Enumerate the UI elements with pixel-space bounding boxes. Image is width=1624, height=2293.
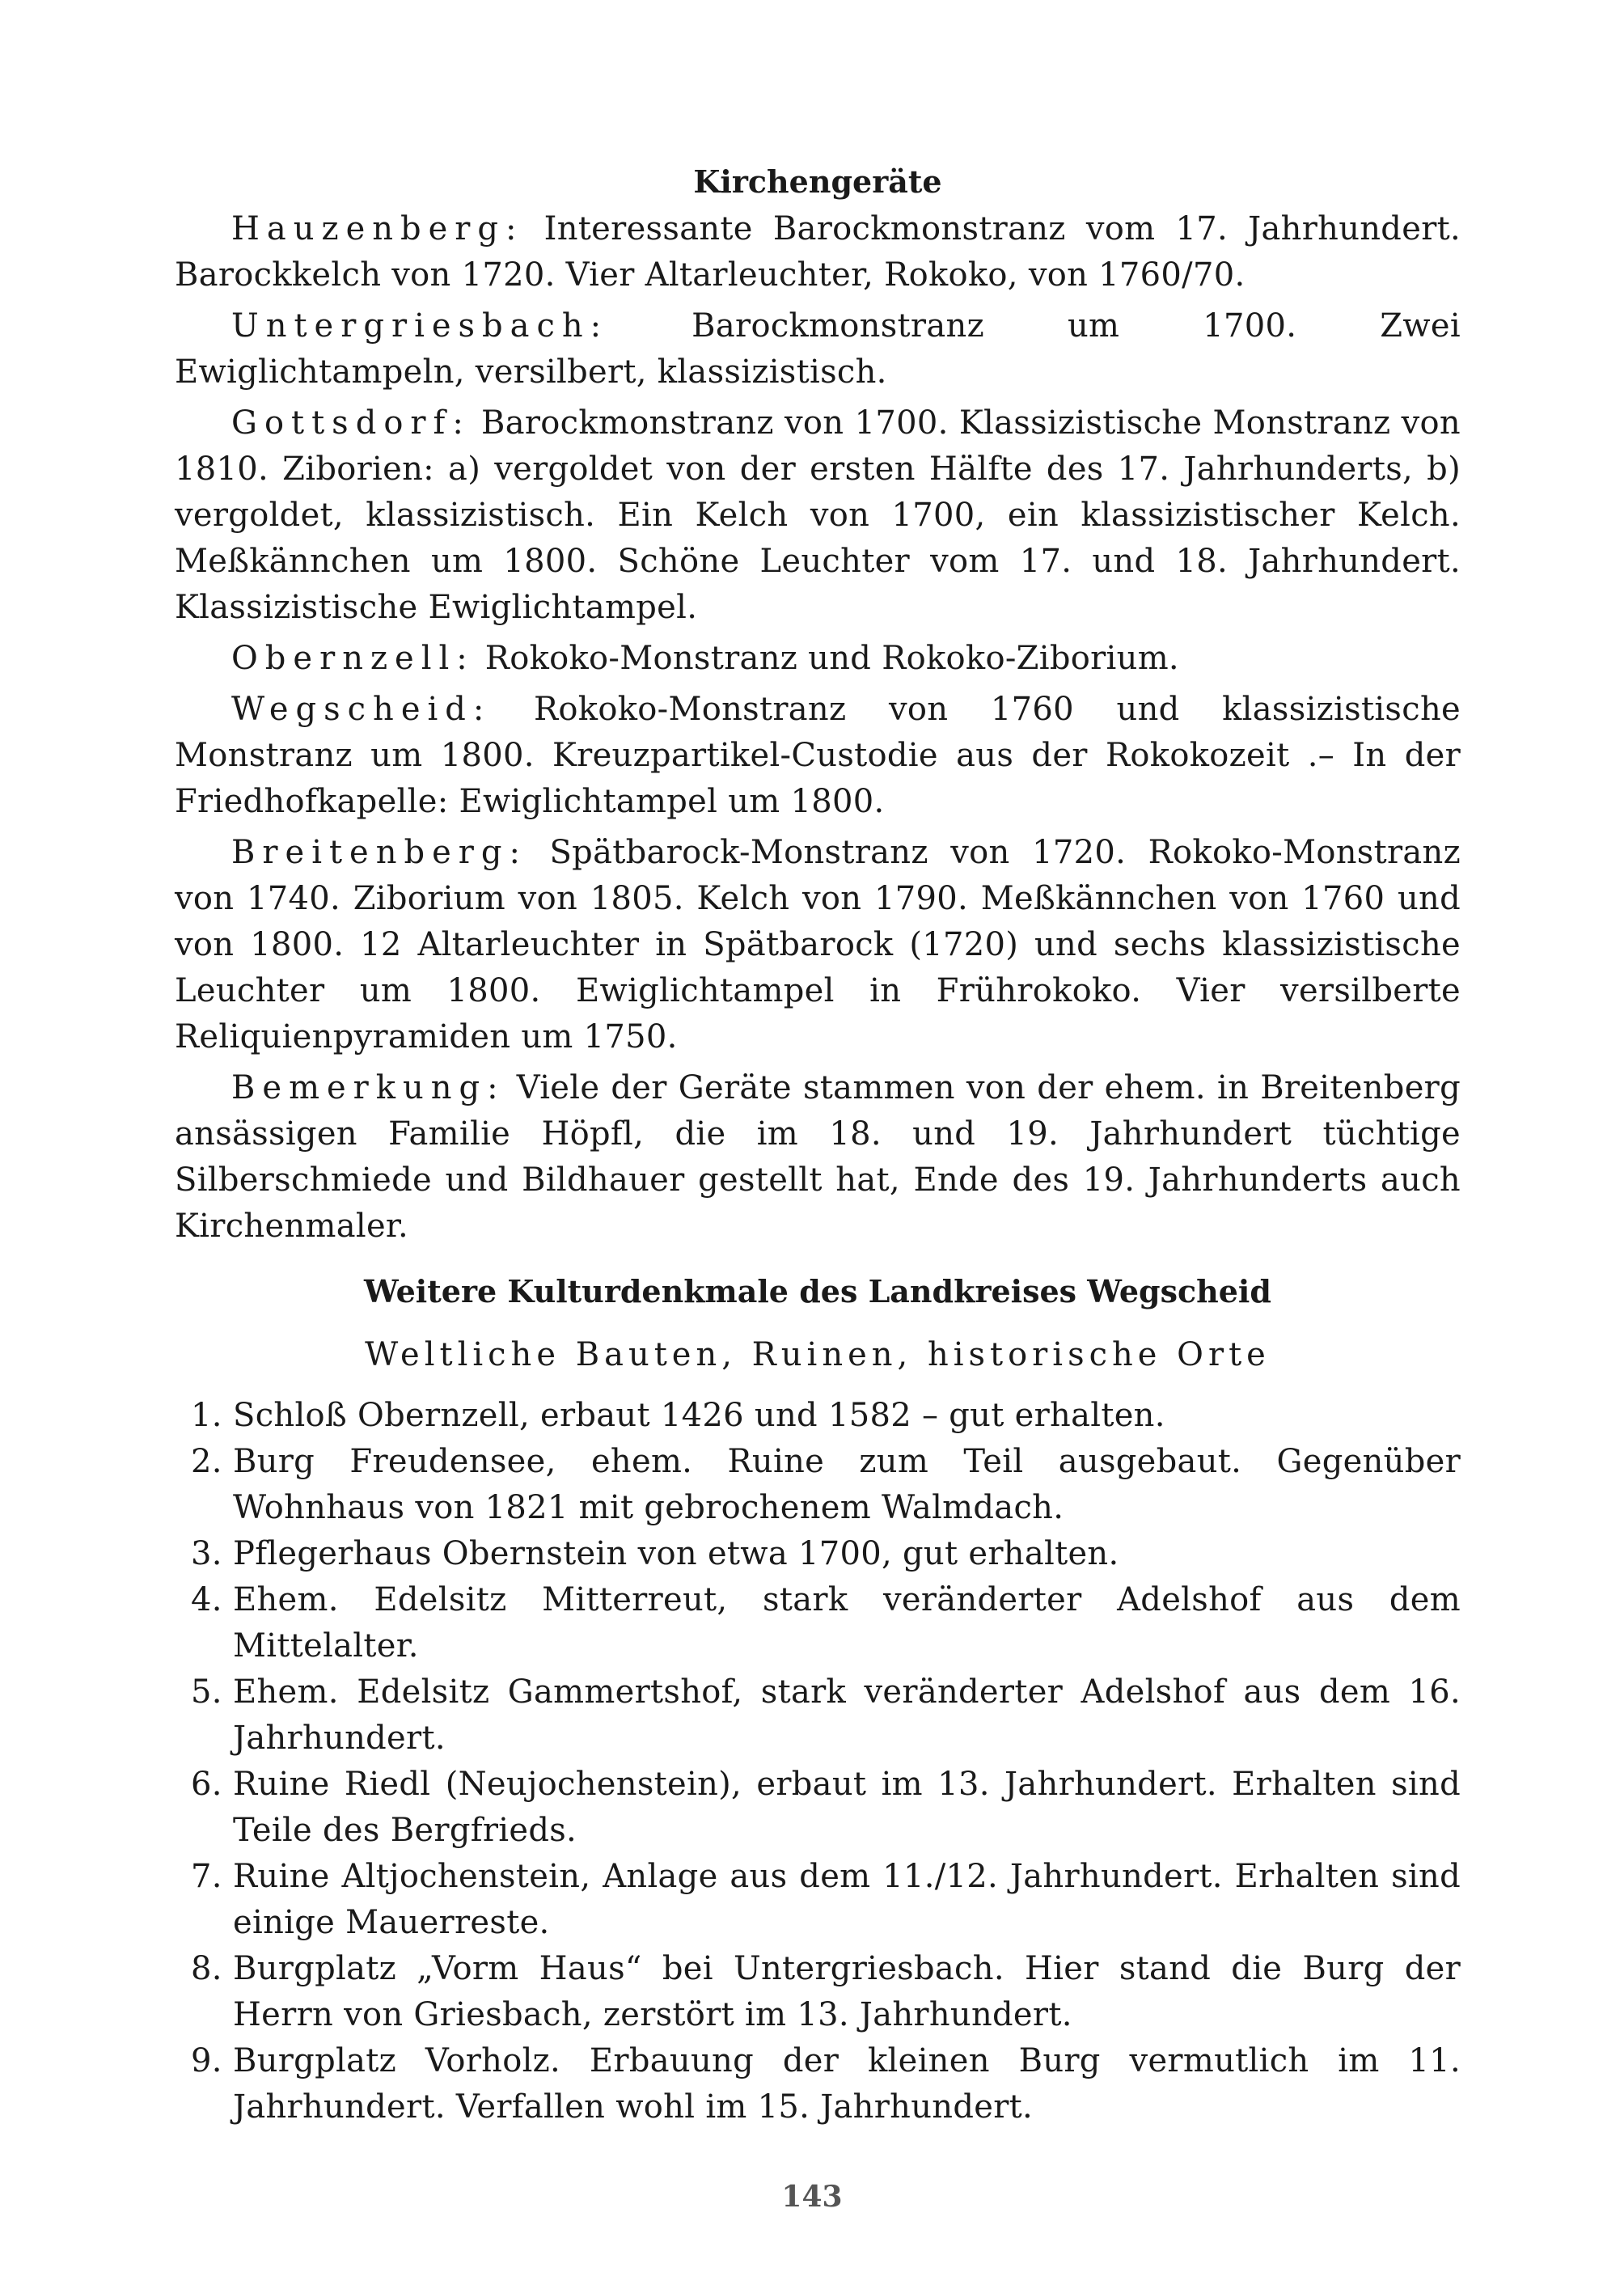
- remark-label: Bemerkung:: [231, 1069, 505, 1106]
- list-text: Burg Freudensee, ehem. Ruine zum Teil ausgebaut. Gegenüber Wohnhaus von 1821 mit gebrochenem Walmdach.: [233, 1443, 1461, 1526]
- section-title-kulturdenkmale: Weitere Kulturdenkmale des Landkreises Wegscheid: [364, 1273, 1271, 1309]
- section1-body: [175, 206, 1461, 1254]
- paragraph-text: Spätbarock-Monstranz von 1720. Rokoko-Monstranz von 1740. Ziborium von 1805. Kelch von 1790. Meßkännchen von 1760 und von 1800. 12 Altarleuchter in Spätbarock (1720) und sechs klassizistische Leuchter um 1800. Ewiglichtampel in Frührokoko. Vier versilberte Reliquienpyramiden um 1750.: [175, 834, 1461, 1056]
- paragraph-text: Interessante Barockmonstranz vom 17. Jahrhundert. Barockkelch von 1720. Vier Altarleuchter, Rokoko, von 1760/70.: [175, 210, 1461, 294]
- list-text: Ehem. Edelsitz Mitterreut, stark veränderter Adelshof aus dem Mittelalter.: [233, 1581, 1461, 1665]
- list-text: Ruine Riedl (Neujochenstein), erbaut im 13. Jahrhundert. Erhalten sind Teile des Bergfrieds.: [233, 1766, 1461, 1849]
- paragraph-untergriesbach: [175, 303, 1461, 396]
- section-subtitle: Weltliche Bauten, Ruinen, historische Orte: [365, 1336, 1271, 1373]
- list-item: [175, 2038, 1461, 2130]
- paragraph-text: Viele der Geräte stammen von der ehem. in Breitenberg ansässigen Familie Höpfl, die im 18. und 19. Jahrhundert tüchtige Silberschmiede und Bildhauer gestellt hat, Ende des 19. Jahrhunderts auch Kirchenmaler.: [175, 1069, 1461, 1245]
- paragraph-hauzenberg: [175, 206, 1461, 298]
- list-item: [175, 1577, 1461, 1669]
- place-name: Untergriesbach:: [231, 307, 609, 345]
- list-text: Burgplatz „Vorm Haus“ bei Untergriesbach. Hier stand die Burg der Herrn von Griesbach, zerstört im 13. Jahrhundert.: [233, 1950, 1461, 2033]
- list-item: [175, 1762, 1461, 1854]
- list-text: Ehem. Edelsitz Gammertshof, stark veränderter Adelshof aus dem 16. Jahrhundert.: [233, 1673, 1461, 1757]
- list-text: Burgplatz Vorholz. Erbauung der kleinen Burg vermutlich im 11. Jahrhundert. Verfallen wohl im 15. Jahrhundert.: [233, 2042, 1461, 2126]
- paragraph-text: Barockmonstranz um 1700. Zwei Ewiglichtampeln, versilbert, klassizistisch.: [175, 307, 1461, 391]
- place-name: Breitenberg:: [231, 834, 527, 871]
- list-number: 3.: [191, 1535, 222, 1572]
- paragraph-text: Rokoko-Monstranz und Rokoko-Ziborium.: [474, 640, 1179, 677]
- paragraph-gottsdorf: [175, 400, 1461, 631]
- list-text: Ruine Altjochenstein, Anlage aus dem 11./12. Jahrhundert. Erhalten sind einige Mauerreste.: [233, 1858, 1461, 1941]
- list-item: [175, 1393, 1461, 1439]
- paragraph-text: Barockmonstranz von 1700. Klassizistische Monstranz von 1810. Ziborien: a) vergoldet von der ersten Hälfte des 17. Jahrhunderts, b) vergoldet, klassizistisch. Ein Kelch von 1700, ein klassizistischer Kelch. Meßkännchen um 1800. Schöne Leuchter vom 17. und 18. Jahrhundert. Klassizistische Ewiglichtampel.: [175, 404, 1461, 626]
- list-item: [175, 1531, 1461, 1577]
- monument-list: [175, 1393, 1461, 2130]
- paragraph-breitenberg: [175, 830, 1461, 1060]
- list-number: 5.: [191, 1673, 222, 1711]
- list-number: 4.: [191, 1581, 222, 1618]
- list-text: Pflegerhaus Obernstein von etwa 1700, gut erhalten.: [233, 1535, 1119, 1572]
- place-name: Obernzell:: [231, 640, 475, 677]
- page-number: 143: [781, 2180, 843, 2214]
- paragraph-text: Rokoko-Monstranz von 1760 und klassizistische Monstranz um 1800. Kreuzpartikel-Custodie aus der Rokokozeit .– In der Friedhofkapelle: Ewiglichtampel um 1800.: [175, 691, 1461, 820]
- list-item: [175, 1439, 1461, 1531]
- list-text: Schloß Obernzell, erbaut 1426 und 1582 – gut erhalten.: [233, 1397, 1165, 1434]
- list-number: 6.: [191, 1766, 222, 1803]
- paragraph-bemerkung: [175, 1065, 1461, 1250]
- list-item: [175, 1946, 1461, 2038]
- list-item: [175, 1669, 1461, 1762]
- list-number: 1.: [191, 1397, 222, 1434]
- place-name: Hauzenberg:: [231, 210, 524, 247]
- list-item: [175, 1854, 1461, 1946]
- place-name: Wegscheid:: [231, 691, 492, 728]
- paragraph-obernzell: [175, 636, 1461, 682]
- list-number: 7.: [191, 1858, 222, 1895]
- section-title-kirchengeraete: Kirchengeräte: [693, 163, 942, 200]
- place-name: Gottsdorf:: [231, 404, 471, 442]
- list-number: 2.: [191, 1443, 222, 1480]
- paragraph-wegscheid: [175, 687, 1461, 825]
- list-number: 9.: [191, 2042, 222, 2079]
- list-number: 8.: [191, 1950, 222, 1987]
